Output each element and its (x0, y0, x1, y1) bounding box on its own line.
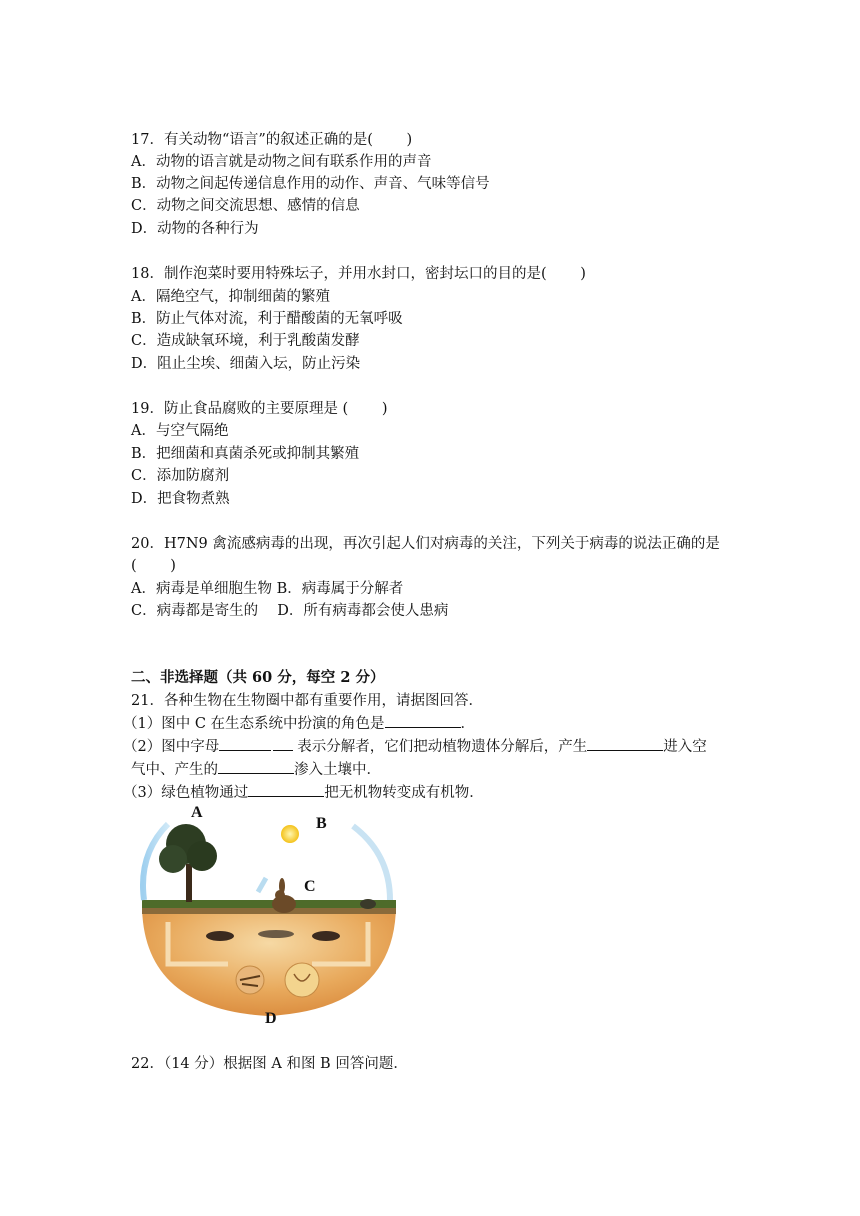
q19-option-c: C．添加防腐剂 (131, 468, 230, 484)
q21-part2-mid: 表示分解者，它们把动植物遗体分解后，产生 (297, 739, 588, 755)
tree-crown-right (187, 841, 217, 871)
q21-part2b-end: 渗入土壤中． (294, 762, 381, 778)
rabbit-head (275, 890, 285, 900)
figure-label-a: A (191, 804, 203, 821)
q19-option-a: A．与空气隔绝 (131, 423, 229, 439)
q19-option-d: D．把食物煮熟 (131, 491, 230, 507)
q22-stem: 22．（14 分）根据图 A 和图 B 回答问题． (131, 1056, 408, 1072)
q21-part2-text: （2）图中字母 (123, 739, 220, 755)
tree-crown-left (159, 845, 187, 873)
q21-part3-blank (248, 782, 324, 797)
topsoil-strip (142, 908, 396, 914)
q18-option-a: A．隔绝空气，抑制细菌的繁殖 (131, 289, 330, 305)
q20-options-row2: C．病毒都是寄生的 D．所有病毒都会使人患病 (131, 603, 449, 619)
fungi-panel (285, 963, 319, 997)
q21-part3-text: （3）绿色植物通过 (123, 785, 249, 801)
remains-center (258, 930, 294, 938)
q20-stem-line2: ( ) (131, 558, 176, 574)
q21-part2b-text: 气中、产生的 (131, 762, 218, 778)
right-arc-arrow (353, 826, 390, 900)
q17-option-a: A．动物的语言就是动物之间有联系作用的声音 (131, 154, 432, 170)
q21-part3 (123, 782, 484, 803)
q18-option-b: B．防止气体对流，利于醋酸菌的无氧呼吸 (131, 311, 403, 327)
q21-part2-blank-letter-tail (273, 736, 293, 751)
q17-stem: 17．有关动物“语言”的叙述正确的是( ) (131, 132, 413, 148)
section-heading: 二、非选择题（共 60 分，每空 2 分） (131, 669, 385, 686)
sun (281, 825, 299, 843)
q21-part1 (123, 713, 475, 734)
q19-option-b: B．把细菌和真菌杀死或抑制其繁殖 (131, 446, 360, 462)
ecosystem-illustration (128, 804, 408, 1030)
remains-left (206, 931, 234, 941)
sun-arrow (258, 878, 266, 892)
small-animal (360, 899, 376, 909)
q21-part2 (123, 736, 707, 757)
q21-part2b-blank (218, 759, 294, 774)
q20-stem-line1: 20．H7N9 禽流感病毒的出现，再次引起人们对病毒的关注，下列关于病毒的说法正确的是 (131, 536, 720, 552)
q21-part2-end: 进入空 (663, 739, 707, 755)
q17-option-d: D．动物的各种行为 (131, 221, 259, 237)
q18-stem: 18．制作泡菜时要用特殊坛子，并用水封口，密封坛口的目的是( ) (131, 266, 586, 282)
q20-options-row1: A．病毒是单细胞生物 B．病毒属于分解者 (131, 581, 404, 597)
q17-option-b: B．动物之间起传递信息作用的动作、声音、气味等信号 (131, 176, 490, 192)
q18-option-c: C．造成缺氧环境，利于乳酸菌发酵 (131, 333, 360, 349)
q21-part1-end: ． (460, 716, 476, 732)
soil-layer (142, 904, 396, 1016)
ecosystem-figure (128, 804, 408, 1030)
figure-label-d: D (265, 1010, 277, 1027)
q21-part1-blank (385, 713, 461, 728)
q21-part2-blank-letter (219, 736, 271, 751)
tree-trunk (186, 864, 192, 902)
q21-part2b (131, 759, 381, 780)
q18-option-d: D．阻止尘埃、细菌入坛，防止污染 (131, 356, 361, 372)
q21-part3-end: 把无机物转变成有机物． (324, 785, 484, 801)
figure-label-b: B (316, 815, 327, 832)
q21-part2-blank-gas (587, 736, 663, 751)
remains-right (312, 931, 340, 941)
q21-stem: 21．各种生物在生物圈中都有重要作用，请据图回答． (131, 693, 483, 709)
q17-option-c: C．动物之间交流思想、感情的信息 (131, 198, 360, 214)
figure-label-c: C (304, 878, 316, 895)
q21-part1-text: （1）图中 C 在生态系统中扮演的角色是 (123, 716, 385, 732)
q19-stem: 19．防止食品腐败的主要原理是 ( ) (131, 401, 388, 417)
